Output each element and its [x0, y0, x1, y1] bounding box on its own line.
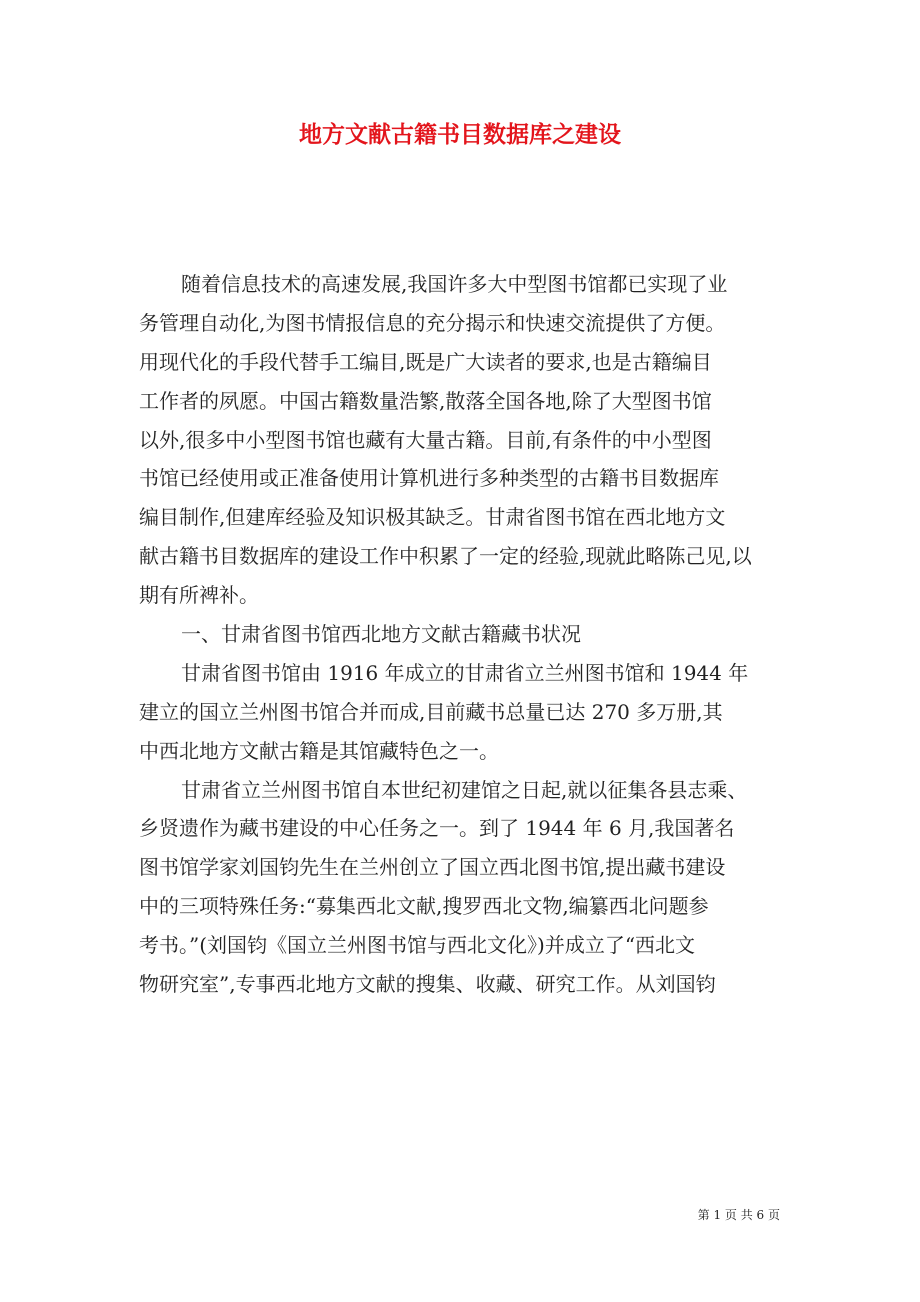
- paragraph-line: 编目制作,但建库经验及知识极其缺乏。甘肃省图书馆在西北地方文: [139, 505, 726, 530]
- paragraph-line: 献古籍书目数据库的建设工作中积累了一定的经验,现就此略陈己见,以: [139, 544, 752, 569]
- section-heading: 一、甘肃省图书馆西北地方文献古籍藏书状况: [181, 622, 581, 647]
- paragraph-line: 乡贤遗作为藏书建设的中心任务之一。到了 1944 年 6 月,我国著名: [139, 816, 735, 841]
- paragraph-line: 书馆已经使用或正准备使用计算机进行多种类型的古籍书目数据库: [139, 466, 719, 491]
- document-title: 地方文献古籍书目数据库之建设: [299, 121, 621, 148]
- paragraph-line: 工作者的夙愿。中国古籍数量浩繁,散落全国各地,除了大型图书馆: [139, 388, 712, 413]
- paragraph-line: 期有所裨补。: [139, 583, 259, 608]
- paragraph-line: 考书。”(刘国钧《国立兰州图书馆与西北文化》)并成立了“西北文: [139, 933, 696, 958]
- paragraph-line: 随着信息技术的高速发展,我国许多大中型图书馆都已实现了业: [181, 272, 728, 296]
- paragraph-line: 以外,很多中小型图书馆也藏有大量古籍。目前,有条件的中小型图: [139, 427, 712, 452]
- paragraph-line: 甘肃省图书馆由 1916 年成立的甘肃省立兰州图书馆和 1944 年: [181, 660, 749, 685]
- paragraph-line: 物研究室”,专事西北地方文献的搜集、收藏、研究工作。从刘国钧: [139, 972, 716, 997]
- document-body: [139, 265, 819, 1004]
- page-number: 第 1 页 共 6 页: [697, 1208, 780, 1222]
- paragraph-line: 图书馆学家刘国钧先生在兰州创立了国立西北图书馆,提出藏书建设: [139, 855, 726, 880]
- paragraph-line: 甘肃省立兰州图书馆自本世纪初建馆之日起,就以征集各县志乘、: [181, 777, 748, 802]
- paragraph-line: 用现代化的手段代替手工编目,既是广大读者的要求,也是古籍编目: [139, 349, 712, 374]
- paragraph-line: 中的三项特殊任务:“募集西北文献,搜罗西北文物,编纂西北问题参: [139, 894, 709, 919]
- paragraph-line: 建立的国立兰州图书馆合并而成,目前藏书总量已达 270 多万册,其: [139, 699, 723, 724]
- paragraph-line: 中西北地方文献古籍是其馆藏特色之一。: [139, 738, 499, 763]
- paragraph-line: 务管理自动化,为图书情报信息的充分揭示和快速交流提供了方便。: [139, 310, 726, 335]
